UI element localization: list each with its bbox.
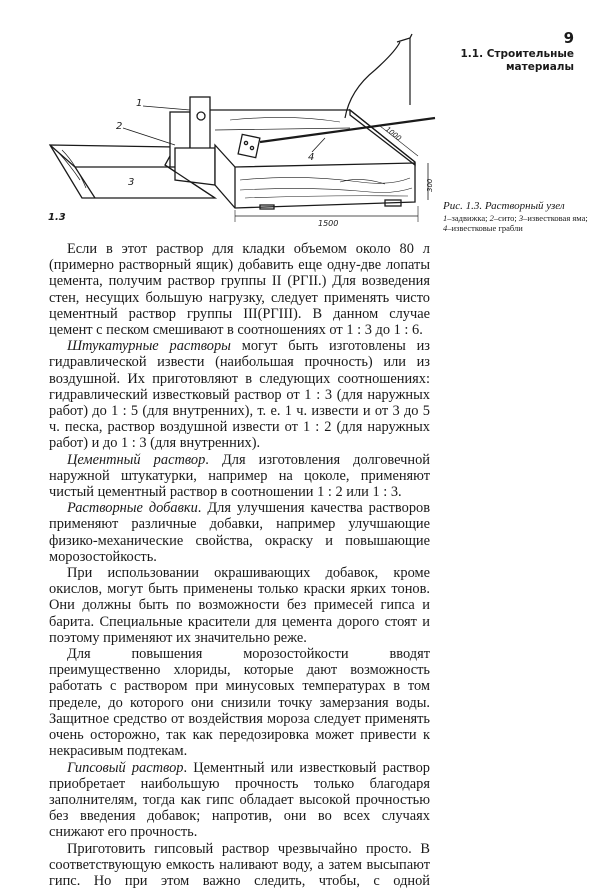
legend-text: известковые грабли — [451, 223, 523, 233]
legend-num: 2 — [489, 213, 494, 223]
callout-1: 1 — [136, 98, 143, 109]
paragraph-lead: Растворные добавки — [67, 500, 198, 517]
paragraph — [49, 338, 430, 451]
paragraph-lead: Цементный раствор — [67, 451, 206, 468]
legend-text: известковая яма — [527, 213, 586, 223]
caption-title: Рис. 1.3. Растворный узел — [443, 200, 565, 212]
paragraph-text: При использовании окрашивающих добавок, кроме окислов, могут быть применены только краски ярких тонов. Они должны быть по возможности без примесей гипса и барита. Специальные красители для цемента дорого стоят и поэтому применяют их значительно реже. — [49, 565, 430, 646]
paragraph — [49, 760, 430, 841]
figure-caption — [443, 200, 598, 233]
page-number: 9 — [563, 29, 574, 47]
legend-text: сито — [498, 213, 515, 223]
legend-text: задвижка — [451, 213, 486, 223]
dimension-height: 300 — [426, 178, 434, 192]
paragraph — [49, 452, 430, 501]
paragraph-text: Если в этот раствор для кладки объемом около 80 л (примерно растворный ящик) добавить еще одну-две лопаты цемента, получим раствор группы II (РГII.) Для возведения стен, несущих большую нагрузку, следует применять чисто цементный раствор группы III(РГIII). В данном случае цемент с песком смешивают в соотношениях от 1 : 3 до 1 : 6. — [49, 241, 430, 339]
paragraph-lead: Гипсовый раствор — [67, 759, 184, 776]
paragraph-text: Для повышения морозостойкости вводят преимущественно хлориды, которые дают возможность работать с раствором при минусовых температурах в том пределе, до которого они снизили точку замерзания воды. Защитное средство от воздействия мороза следует применять очень осторожно, так как передозировка может привести к некрасивым подтекам. — [49, 646, 430, 760]
legend-num: 3 — [518, 213, 524, 223]
figure-number: 1.3 — [48, 212, 66, 223]
callout-2: 2 — [116, 121, 123, 132]
body-text — [49, 241, 430, 889]
figure-mortar-station — [40, 30, 440, 235]
paragraph-text: . Цементный или известковый раствор приобретает наибольшую прочность только благодаря заполнителям, тогда как гипс обладает высокой прочностью без введения добавок; напротив, они во всех случаях снижают его прочность. — [49, 759, 430, 841]
paragraph — [49, 500, 430, 565]
paragraph-text: Приготовить гипсовый раствор чрезвычайно просто. В соответствующую емкость наливают воду, а затем высыпают гипс. Но при этом важно следить, чтобы, с одной — [49, 840, 430, 889]
callout-4: 4 — [308, 152, 315, 163]
caption-legend: 1–задвижка; 2–сито; 3–известковая яма; 4–известковые грабли — [443, 213, 588, 233]
paragraph-lead: Штукатурные растворы — [67, 338, 231, 355]
legend-num: 1 — [443, 213, 448, 223]
paragraph — [49, 841, 430, 889]
paragraph-text: . Для изготовления долговечной наружной штукатурки, например на цоколе, применяют чистый цементный раствор в соотношении 1 : 2 или 1 : 3. — [49, 451, 430, 501]
paragraph-text: . Для улучшения качества растворов применяют различные добавки, например улучшающие физико-механические свойства, окраску и повышающие морозостойкость. — [49, 500, 430, 565]
running-head: 1.1. Строительные материалы — [460, 48, 574, 73]
mortar-station-illustration — [40, 30, 440, 235]
paragraph — [49, 646, 430, 759]
legend-num: 4 — [443, 223, 448, 233]
paragraph-text: могут быть изготовлены из гидравлической извести (наибольшая прочность) или из воздушной. Их приготовляют в следующих соотношениях: гидравлический известковый раствор от 1 : 3 (для наружных работ) до 1 : 5 (для внутренних), т. е. 1 ч. извести и от 3 до 5 ч. песка, раствор воздушной извести от 1 : 2 (для наружных работ) и до 1 : 3 (для внутренних). — [49, 338, 430, 452]
paragraph — [49, 241, 430, 338]
paragraph — [49, 565, 430, 646]
callout-3: 3 — [128, 177, 135, 188]
dimension-width: 1000 — [383, 125, 403, 143]
dimension-length: 1500 — [318, 219, 339, 228]
